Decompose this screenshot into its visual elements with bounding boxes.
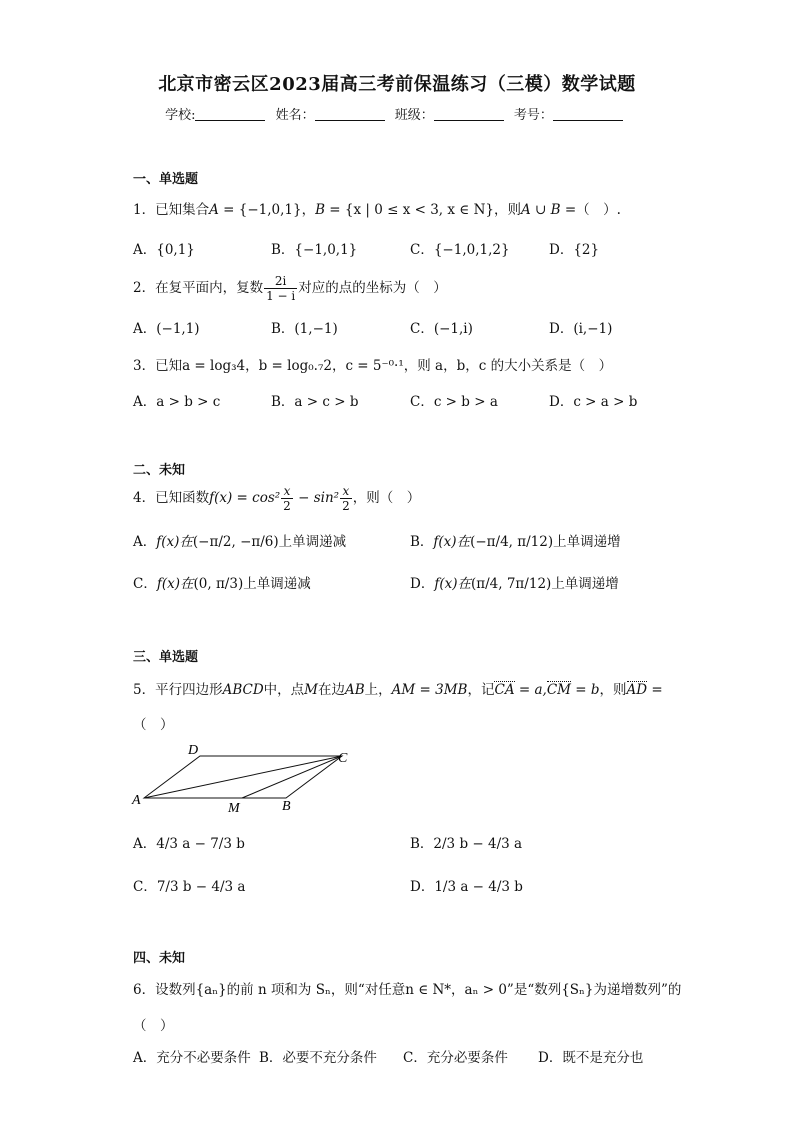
- q1-tail: =（ ）.: [560, 202, 621, 218]
- q4-frac-1-num: x: [281, 484, 293, 499]
- q3-option-a[interactable]: A．a > b > c: [133, 394, 221, 410]
- number-blank[interactable]: [553, 108, 623, 121]
- q4-c-f: f(x)在: [156, 576, 194, 592]
- q1-option-c[interactable]: C．{−1,0,1,2}: [410, 242, 510, 258]
- q4-function: f(x) = cos²: [209, 490, 281, 506]
- question-1: [133, 198, 621, 218]
- section-heading-3: 三、单选题: [133, 650, 199, 665]
- q5-p1: 5．平行四边形: [133, 682, 223, 698]
- vertex-label-a: A: [132, 793, 141, 808]
- question-2: [133, 274, 447, 303]
- q5-eq-a: = a,: [514, 682, 547, 698]
- diagonal-ac: [144, 756, 342, 798]
- q4-option-b[interactable]: [410, 530, 621, 550]
- q4-c-label: C．: [133, 576, 157, 592]
- q4-a-tail: 上单调递减: [278, 534, 347, 550]
- q4-frac-1: [281, 484, 293, 513]
- q3-option-c[interactable]: C．c > b > a: [410, 394, 498, 410]
- q1-set-b-def: = {x | 0 ≤ x < 3, x ∈ N}，则: [325, 202, 521, 218]
- segment-cm: [242, 756, 342, 798]
- q4-d-label: D．: [410, 576, 435, 592]
- number-label: 考号：: [513, 108, 553, 123]
- q6-option-b[interactable]: B．必要不充分条件: [259, 1050, 377, 1066]
- q4-c-tail: 上单调递减: [243, 576, 311, 592]
- q4-b-label: B．: [410, 534, 434, 550]
- q4-d-tail: 上单调递增: [551, 576, 619, 592]
- q5-eq: =: [647, 682, 663, 698]
- q5-option-b[interactable]: B．2/3 b − 4/3 a: [410, 836, 523, 852]
- q1-set-a-def: = {−1,0,1}，: [218, 202, 316, 218]
- q2-numerator: 2i: [264, 274, 297, 289]
- question-4: [133, 484, 420, 513]
- class-label: 班级：: [394, 108, 434, 123]
- q4-b-tail: 上单调递增: [553, 534, 621, 550]
- q5-option-c[interactable]: C．7/3 b − 4/3 a: [133, 879, 246, 895]
- name-label: 姓名：: [275, 108, 315, 123]
- school-label: 学校:: [165, 108, 196, 123]
- q6-option-d[interactable]: D．既不是充分也: [538, 1050, 644, 1066]
- q4-a-interval: (−π/2, −π/6): [192, 534, 279, 550]
- q4-stem: 4．已知函数: [133, 490, 210, 506]
- q2-denominator: 1 − i: [266, 289, 296, 303]
- q1-option-a[interactable]: A．{0,1}: [133, 242, 195, 258]
- vertex-label-b: B: [282, 799, 291, 814]
- q5-vector-cm: CM: [546, 682, 571, 698]
- school-blank[interactable]: [195, 108, 265, 121]
- q1-set-a: A: [209, 202, 219, 218]
- q4-a-label: A．: [133, 534, 157, 550]
- q5-ab: AB: [345, 682, 365, 698]
- exam-title: 北京市密云区2023届高三考前保温练习（三模）数学试题: [158, 74, 636, 95]
- q1-stem: 1．已知集合: [133, 202, 210, 218]
- vertex-label-c: C: [338, 751, 348, 766]
- q4-minus-sin: − sin²: [293, 490, 340, 506]
- q4-b-interval: (−π/4, π/12): [470, 534, 554, 550]
- class-blank[interactable]: [434, 108, 504, 121]
- q6-option-c[interactable]: C．充分必要条件: [403, 1050, 508, 1066]
- q5-vector-ad: AD: [626, 682, 648, 698]
- q4-b-f: f(x)在: [433, 534, 471, 550]
- q5-option-d[interactable]: D．1/3 a − 4/3 b: [410, 879, 523, 895]
- q6-option-a[interactable]: A．充分不必要条件: [133, 1050, 251, 1066]
- q4-frac-2: [340, 484, 352, 513]
- q2-tail: 对应的点的坐标为（ ）: [298, 280, 447, 296]
- q2-option-d[interactable]: D．(i,−1): [549, 321, 613, 337]
- q4-d-interval: (π/4, 7π/12): [470, 576, 552, 592]
- q2-option-c[interactable]: C．(−1,i): [410, 321, 473, 337]
- q1-option-b[interactable]: B．{−1,0,1}: [271, 242, 358, 258]
- q4-option-a[interactable]: [133, 530, 346, 550]
- q5-option-a[interactable]: A．4/3 a − 7/3 b: [133, 836, 245, 852]
- question-3: 3．已知a = log₃4，b = log₀.₇2，c = 5⁻⁰·¹，则 a，b，c 的大小关系是（ ）: [133, 358, 613, 374]
- parallelogram-diagram: [130, 738, 360, 818]
- q1-option-d[interactable]: D．{2}: [549, 242, 600, 258]
- q5-paren: （ ）: [133, 717, 174, 733]
- question-5: [133, 678, 663, 698]
- q2-option-b[interactable]: B．(1,−1): [271, 321, 338, 337]
- q2-stem: 2．在复平面内，复数: [133, 280, 264, 296]
- student-info-line: [0, 104, 794, 123]
- section-heading-1: 一、单选题: [133, 172, 199, 187]
- name-blank[interactable]: [315, 108, 385, 121]
- q5-vector-ca: CA: [494, 682, 515, 698]
- q4-option-c[interactable]: [133, 572, 311, 592]
- section-heading-2: 二、未知: [133, 463, 186, 478]
- q1-set-b: B: [315, 202, 325, 218]
- point-label-m: M: [228, 801, 240, 816]
- q4-frac-1-den: 2: [283, 499, 291, 513]
- q2-fraction: [264, 274, 297, 303]
- q5-p3: 在边: [318, 682, 345, 698]
- section-heading-4: 四、未知: [133, 951, 186, 966]
- q1-union: A ∪ B: [520, 202, 561, 218]
- q4-frac-2-den: 2: [342, 499, 350, 513]
- q2-option-a[interactable]: A．(−1,1): [133, 321, 200, 337]
- q3-option-b[interactable]: B．a > c > b: [271, 394, 359, 410]
- q4-a-f: f(x)在: [156, 534, 193, 550]
- q5-m: M: [304, 682, 318, 698]
- q5-p5: ，记: [467, 682, 495, 698]
- q4-c-interval: (0, π/3): [193, 576, 244, 592]
- q5-p2: 中，点: [263, 682, 305, 698]
- q5-p6: ，则: [599, 682, 627, 698]
- q3-option-d[interactable]: D．c > a > b: [549, 394, 638, 410]
- q6-paren: （ ）: [133, 1018, 174, 1034]
- q4-frac-2-num: x: [340, 484, 352, 499]
- q4-d-f: f(x)在: [434, 576, 471, 592]
- q5-p4: 上，: [364, 682, 392, 698]
- question-6: 6．设数列{aₙ}的前 n 项和为 Sₙ，则“对任意n ∈ N*，aₙ > 0”是“数列{Sₙ}为递增数列”的: [133, 982, 682, 998]
- vertex-label-d: D: [188, 743, 199, 758]
- q4-tail: ，则（ ）: [352, 490, 421, 506]
- q5-abcd: ABCD: [222, 682, 264, 698]
- q5-relation: AM = 3MB: [391, 682, 468, 698]
- q5-eq-b: = b: [570, 682, 600, 698]
- q4-option-d[interactable]: [410, 572, 619, 592]
